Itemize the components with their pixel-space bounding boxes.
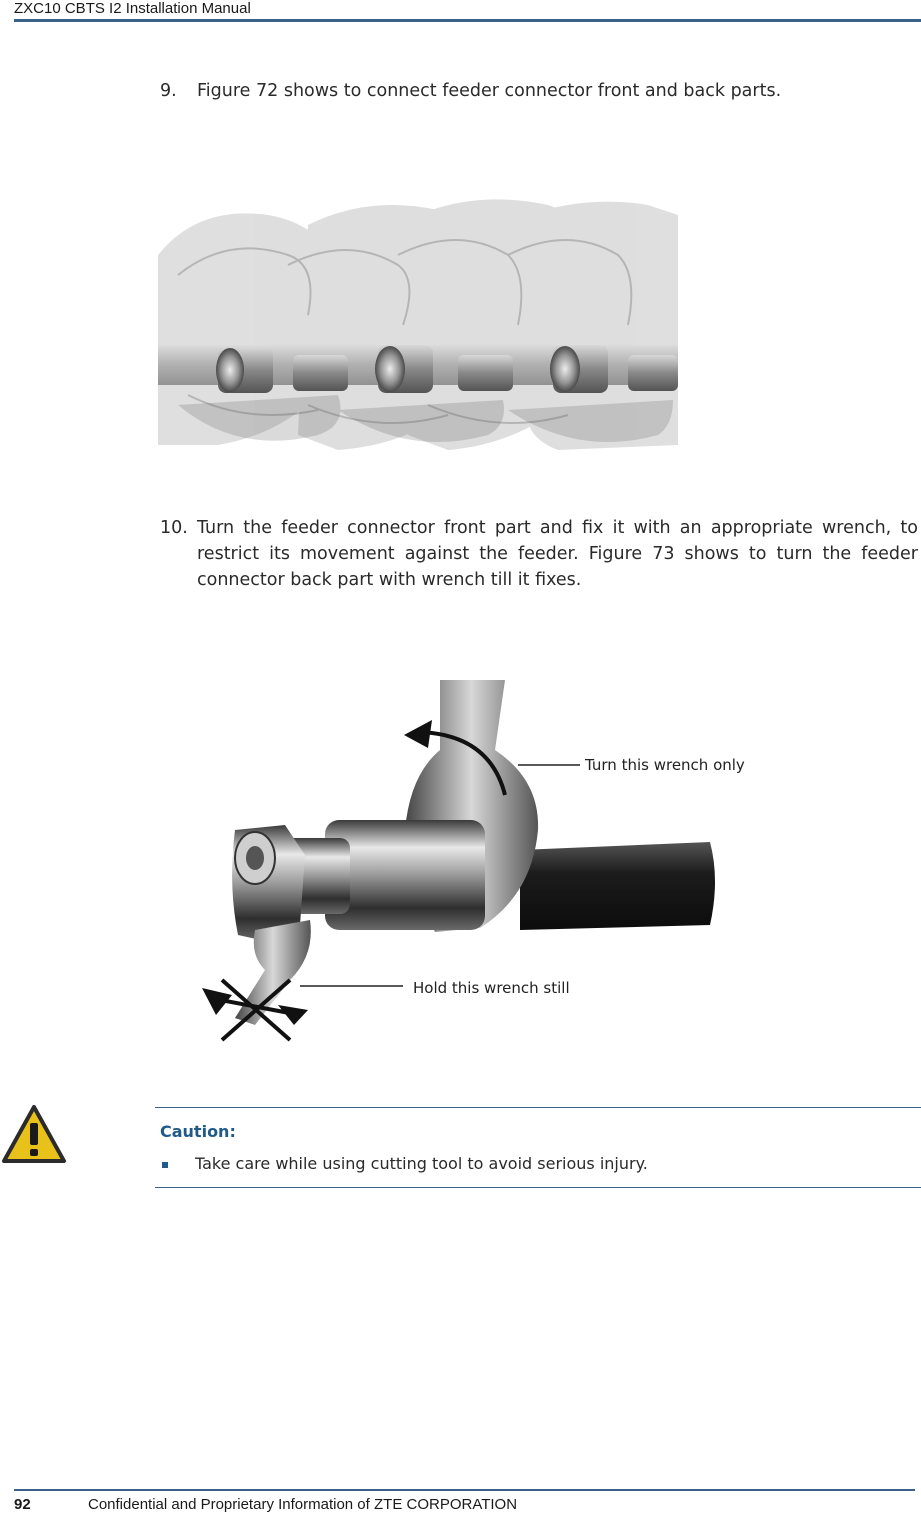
page-number: 92: [14, 1496, 31, 1513]
bullet-icon: [162, 1162, 168, 1168]
caution-top-rule: [155, 1107, 921, 1108]
figure-73-wrench-image: [160, 680, 796, 1055]
caution-item: Take care while using cutting tool to avoid serious injury.: [195, 1154, 648, 1173]
warning-triangle-icon: [0, 1103, 68, 1165]
feeder-cable: [520, 842, 715, 930]
figure-72-connect-connector-image: [158, 195, 678, 460]
step-number: 10.: [160, 518, 188, 538]
footer-divider: [14, 1489, 915, 1491]
step-text: Turn the feeder connector front part and fix it with an appropriate wrench, to restrict its movement against the feeder. Figure 73 shows to turn the feeder connector back part with wrench till it fixes.: [197, 518, 918, 590]
running-header: ZXC10 CBTS I2 Installation Manual: [14, 0, 251, 17]
header-divider: [14, 19, 921, 22]
callout-hold-wrench: Hold this wrench still: [413, 979, 570, 997]
caution-title: Caution:: [160, 1122, 236, 1141]
footer-confidentiality: Confidential and Proprietary Information of ZTE CORPORATION: [88, 1496, 518, 1513]
callout-turn-wrench: Turn this wrench only: [585, 756, 745, 774]
step-text: Figure 72 shows to connect feeder connector front and back parts.: [197, 81, 782, 101]
caution-bottom-rule: [155, 1187, 921, 1188]
step-number: 9.: [160, 81, 177, 101]
